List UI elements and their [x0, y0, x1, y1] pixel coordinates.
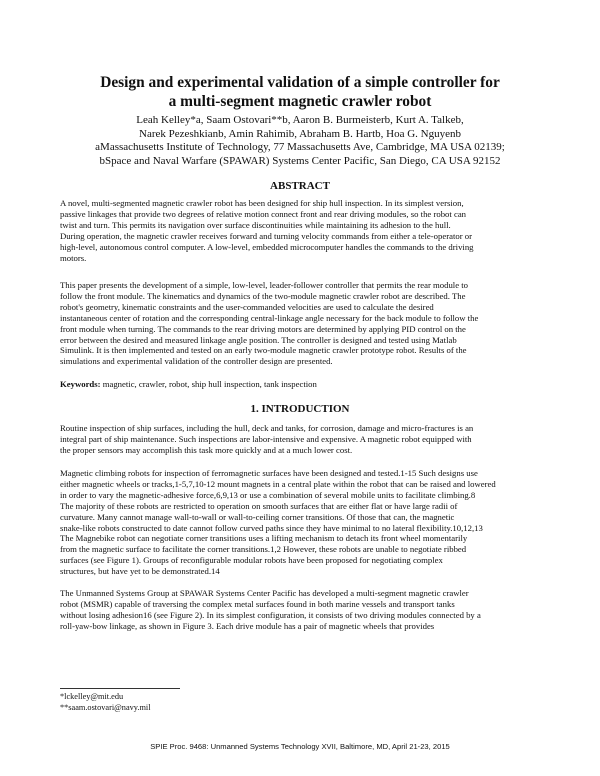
abstract-paragraph-2	[60, 280, 542, 367]
authors-line-1: Leah Kelley*a, Saam Ostovari**b, Aaron B. Burmeisterb, Kurt A. Talkeb,	[136, 114, 464, 126]
text-line: error between the desired and measured linkage angle position. The controller is designed and tested using Matlab	[60, 334, 457, 345]
authors-line-2: Narek Pezeshkianb, Amin Rahimib, Abraham B. Hartb, Hoa G. Nguyenb	[139, 127, 461, 140]
text-line: front module when turning. The commands to the rear driving motors are determined by applying PID control on the	[60, 323, 466, 334]
text-line: During operation, the magnetic crawler receives forward and turning velocity commands from either a tele-operator or	[60, 230, 473, 241]
text-line: the proper sensors may accomplish this task more quickly and at a much lower cost.	[60, 444, 353, 455]
text-line: The Unmanned Systems Group at SPAWAR Systems Center Pacific has developed a multi-segment magnetic crawler	[60, 588, 469, 598]
text-line: Routine inspection of ship surfaces, including the hull, deck and tanks, for corrosion, damage and micro-fractures is an	[60, 423, 474, 433]
text-line: robot's geometry, kinematic constraints and the user-commanded velocities are used to calculate the desired	[60, 301, 434, 312]
abstract-paragraph-1	[60, 198, 542, 263]
text-line: integral part of ship maintenance. Such inspections are labor-intensive and expensive. A magnetic robot equipped with	[60, 433, 472, 444]
keywords-line	[60, 379, 542, 390]
intro-paragraph-1	[60, 423, 542, 456]
text-line: motors.	[60, 252, 87, 263]
text-line: The majority of these robots are restricted to operation on smooth surfaces that are either flat or have large radii of	[60, 500, 458, 511]
text-line: follow the front module. The kinematics and dynamics of the two-module magnetic crawler robot are described. The	[60, 290, 466, 301]
text-line: simulations and experimental validation of the controller design are presented.	[60, 356, 333, 367]
footnote-1: *lckelley@mit.edu	[60, 692, 124, 701]
text-line: passive linkages that provide two degrees of relative motion connect front and rear driving modules, so the robot can	[60, 208, 467, 219]
text-line: A novel, multi-segmented magnetic crawler robot has been designed for ship hull inspection. In its simplest version,	[60, 198, 464, 208]
text-line: The Magnebike robot can negotiate corner transitions uses a lifting mechanism to detach its front wheel momentarily	[60, 533, 468, 544]
author-block	[40, 114, 560, 168]
paper-title	[40, 73, 560, 111]
text-line: roll-yaw-bow linkage, as shown in Figure 3. Each drive module has a pair of magnetic wheels that provides	[60, 620, 435, 631]
text-line: either magnetic wheels or tracks,1-5,7,10-12 mount magnets in a central plate within the robot that can be raised and lowered	[60, 478, 496, 489]
title-line-1: Design and experimental validation of a simple controller for	[100, 74, 500, 91]
text-line: robot (MSMR) capable of traversing the complex metal surfaces found in both marine vessels and transport tanks	[60, 598, 455, 609]
title-line-2: a multi-segment magnetic crawler robot	[168, 93, 432, 110]
text-line: in order to vary the magnetic-adhesive force,6,9,13 or use a combination of several mobile units to facilitate climbing.8	[60, 489, 476, 500]
text-line: structures, but have yet to be demonstrated.14	[60, 566, 220, 577]
affiliation-a: aMassachusetts Institute of Technology, 77 Massachusetts Ave, Cambridge, MA USA 02139;	[95, 141, 505, 154]
text-line: snake-like robots constructed to date cannot follow curved paths since they have minimal to no lateral flexibility.10,12,13	[60, 522, 483, 533]
footnote-divider	[60, 688, 180, 689]
abstract-heading: ABSTRACT	[270, 180, 330, 192]
text-line: Simulink. It is then implemented and tested on an early two-module magnetic crawler prototype robot. Results of the	[60, 345, 467, 356]
keywords-label: Keywords:	[60, 379, 101, 389]
keywords-text: magnetic, crawler, robot, ship hull inspection, tank inspection	[100, 379, 317, 389]
page-footer: SPIE Proc. 9468: Unmanned Systems Technology XVII, Baltimore, MD, April 21-23, 2015	[150, 742, 450, 751]
text-line: twist and turn. This permits its navigation over surface discontinuities while maintaining its adhesion to the hull.	[60, 219, 451, 230]
footnote-2: **saam.ostovari@navy.mil	[60, 703, 151, 712]
text-line: instantaneous center of rotation and the corresponding central-linkage angle necessary for the back module to follow the	[60, 312, 479, 323]
affiliation-b: bSpace and Naval Warfare (SPAWAR) Systems Center Pacific, San Diego, CA USA 92152	[99, 154, 501, 167]
intro-paragraph-3	[60, 588, 542, 632]
text-line: from the magnetic surface to facilitate the corner transitions.1,2 However, these robots are unable to negotiate ribbed	[60, 544, 467, 555]
intro-paragraph-2	[60, 468, 542, 577]
text-line: high-level, autonomous control computer. A low-level, embedded microcomputer handles the commands to the driving	[60, 241, 474, 252]
text-line: Magnetic climbing robots for inspection of ferromagnetic surfaces have been designed and tested.1-15 Such designs use	[60, 468, 478, 478]
text-line: surfaces (see Figure 1). Groups of reconfigurable modular robots have been proposed for negotiating complex	[60, 555, 443, 566]
text-line: without losing adhesion16 (see Figure 2). In its simplest configuration, it consists of two driving modules connected by a	[60, 609, 481, 620]
text-line: This paper presents the development of a simple, low-level, leader-follower controller that permits the rear module to	[60, 280, 468, 290]
text-line: curvature. Many cannot manage wall-to-wall or wall-to-ceiling corner transitions. Of those that can, the magnetic	[60, 511, 455, 522]
introduction-heading: 1. INTRODUCTION	[250, 403, 350, 415]
